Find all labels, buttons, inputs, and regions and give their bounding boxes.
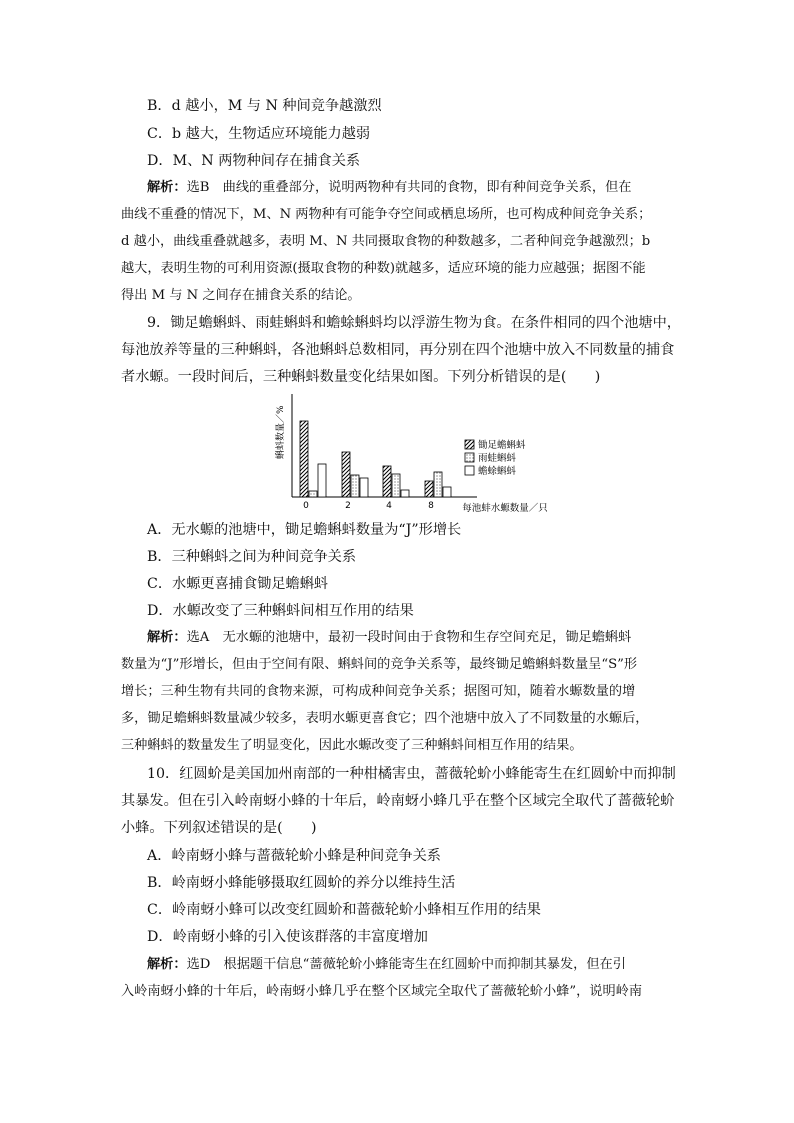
q8-analysis-line: 得出 M 与 N 之间存在捕食关系的结论。 — [121, 288, 361, 303]
bar-2-3 — [360, 478, 368, 497]
bar-8-3 — [443, 487, 451, 497]
q9-stem-line: 每池放养等量的三种蝌蚪，各池蝌蚪总数相同，再分别在四个池塘中放入不同数量的捕食 — [121, 342, 675, 358]
legend-swatch — [465, 466, 474, 475]
legend-label: 蟾蜍蝌蚪 — [478, 466, 517, 477]
bar-2-2 — [351, 475, 359, 497]
analysis-label: 解析： — [147, 630, 187, 645]
q9-analysis-line: 数量为“J”形增长，但由于空间有限、蝌蚪间的竞争关系等，最终锄足蟾蝌蚪数量呈“S”形 — [121, 657, 638, 672]
q10-stem-line: 小蜂。下列叙述错误的是( ) — [121, 820, 317, 836]
legend-swatch — [465, 453, 474, 462]
q9-option-b: B．三种蝌蚪之间为种间竞争关系 — [147, 549, 357, 565]
bar-4-2 — [392, 474, 400, 497]
tadpole-bar-chart — [265, 394, 565, 516]
analysis-text: 曲线的重叠部分，说明两物种有共同的食物，即有种间竞争关系，但在 — [222, 180, 632, 195]
q10-stem-line: 其暴发。但在引入岭南蚜小蜂的十年后，岭南蚜小蜂几乎在整个区域完全取代了蔷薇轮蚧 — [121, 793, 675, 809]
bar-0-2 — [309, 491, 317, 497]
q9-analysis-line — [147, 628, 631, 648]
analysis-text: 根据题干信息“蔷薇轮蚧小蜂能寄生在红圆蚧中而抑制其暴发，但在引 — [223, 957, 626, 972]
q9-stem-line: 者水螈。一段时间后，三种蝌蚪数量变化结果如图。下列分析错误的是( ) — [121, 369, 601, 385]
bar-4-1 — [383, 466, 391, 497]
q9-analysis-line: 增长；三种生物有共同的食物来源，可构成种间竞争关系；据图可知，随着水螈数量的增 — [121, 684, 636, 699]
analysis-label: 解析： — [147, 957, 187, 972]
q10-analysis-line — [147, 955, 626, 975]
x-axis-label: 每池蚌水螈数量／只 — [462, 503, 548, 514]
q10-option-c: C．岭南蚜小蜂可以改变红圆蚧和蔷薇轮蚧小蜂相互作用的结果 — [147, 902, 541, 918]
q9-option-a: A．无水螈的池塘中，锄足蟾蝌蚪数量为“J”形增长 — [147, 522, 462, 538]
x-tick-label: 0 — [303, 501, 309, 511]
legend-swatch — [465, 440, 474, 449]
q10-option-d: D．岭南蚜小蜂的引入使该群落的丰富度增加 — [147, 929, 428, 945]
q9-option-d: D．水螈改变了三种蝌蚪间相互作用的结果 — [147, 603, 414, 619]
analysis-label: 解析： — [147, 180, 187, 195]
bar-8-2 — [434, 472, 442, 497]
x-tick-label: 2 — [345, 501, 351, 511]
legend-label: 锄足蟾蝌蚪 — [478, 440, 526, 451]
q9-stem-line: 9．锄足蟾蝌蚪、雨蛙蝌蚪和蟾蜍蝌蚪均以浮游生物为食。在条件相同的四个池塘中， — [147, 315, 681, 331]
bar-0-3 — [318, 464, 326, 497]
q10-analysis-line: 入岭南蚜小蜂的十年后，岭南蚜小蜂几乎在整个区域完全取代了蔷薇轮蚧小蜂”，说明岭南 — [121, 984, 643, 999]
x-tick-label: 4 — [386, 501, 392, 511]
analysis-answer: 选A — [186, 630, 210, 645]
q9-analysis-line: 多，锄足蟾蝌蚪数量减少较多，表明水螈更喜食它；四个池塘中放入了不同数量的水螈后， — [121, 711, 649, 726]
legend-label: 雨蛙蝌蚪 — [478, 453, 517, 464]
q10-stem-line: 10．红圆蚧是美国加州南部的一种柑橘害虫，蔷薇轮蚧小蜂能寄生在红圆蚧中而抑制 — [147, 766, 676, 782]
q10-option-a: A．岭南蚜小蜂与蔷薇轮蚧小蜂是种间竞争关系 — [147, 848, 441, 864]
q8-analysis-line — [147, 178, 631, 198]
q8-analysis-line: d 越小，曲线重叠就越多，表明 M、N 共同摄取食物的种数越多，二者种间竞争越激烈；b — [121, 234, 651, 249]
q9-analysis-line: 三种蝌蚪的数量发生了明显变化，因此水螈改变了三种蝌蚪间相互作用的结果。 — [121, 738, 583, 753]
q8-analysis-line: 越大，表明生物的可利用资源(摄取食物的种数)就越多，适应环境的能力应越强；据图不能 — [121, 261, 646, 276]
q8-analysis-line: 曲线不重叠的情况下，M、N 两物种有可能争夺空间或栖息场所，也可构成种间竞争关系； — [121, 207, 652, 222]
q9-option-c: C．水螈更喜捕食锄足蟾蝌蚪 — [147, 576, 329, 592]
bar-4-3 — [401, 490, 409, 497]
bar-0-1 — [300, 421, 308, 497]
q8-option-d: D．M、N 两物种间存在捕食关系 — [147, 153, 361, 169]
q8-option-c: C．b 越大，生物适应环境能力越弱 — [147, 126, 371, 142]
analysis-answer: 选B — [186, 180, 210, 195]
y-axis-label: 蝌蚪数量／% — [276, 405, 286, 459]
q8-option-b: B．d 越小，M 与 N 种间竞争越激烈 — [147, 98, 382, 114]
bar-2-1 — [342, 452, 350, 497]
analysis-text: 无水螈的池塘中，最初一段时间由于食物和生存空间充足，锄足蟾蝌蚪 — [222, 630, 632, 645]
q10-option-b: B．岭南蚜小蜂能够摄取红圆蚧的养分以维持生活 — [147, 875, 456, 891]
bar-8-1 — [425, 481, 433, 497]
x-tick-label: 8 — [428, 501, 434, 511]
analysis-answer: 选D — [186, 957, 211, 972]
